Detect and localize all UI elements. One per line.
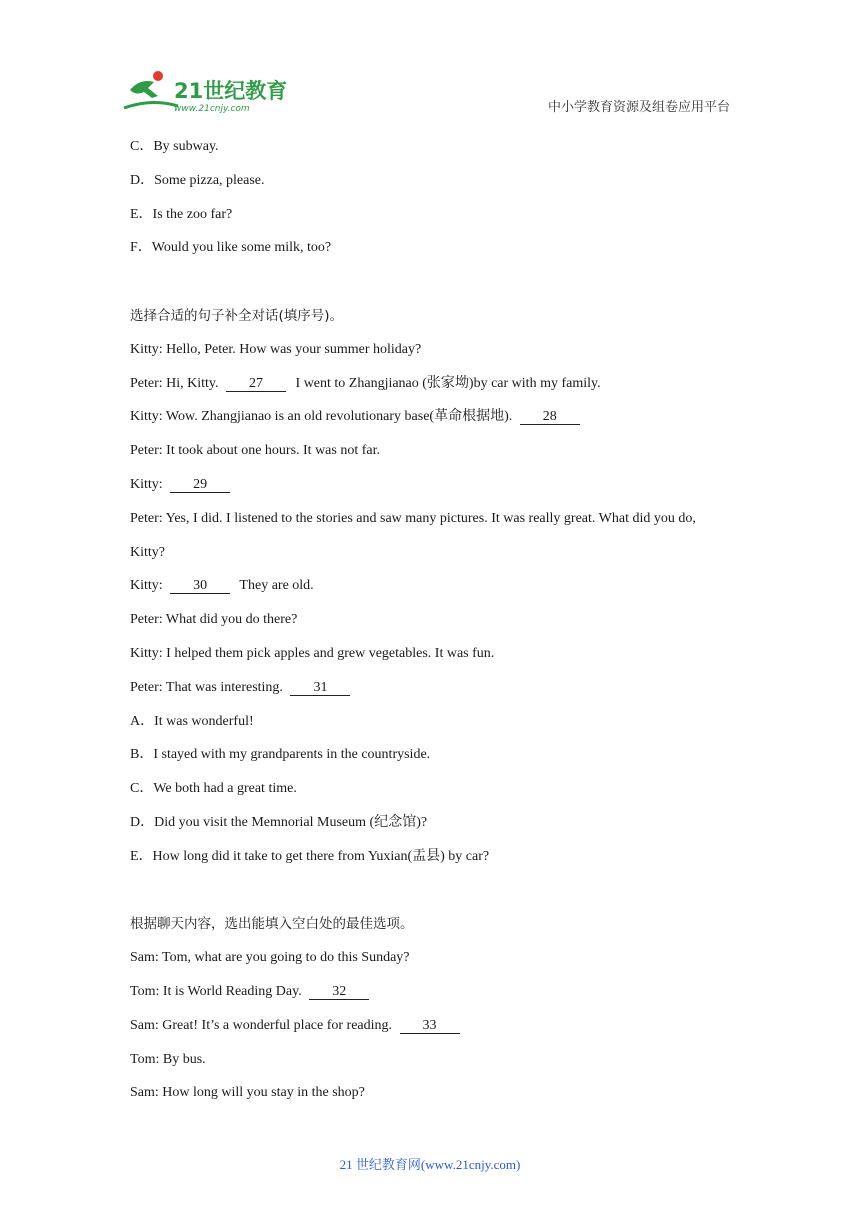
option-line: F．Would you like some milk, too?: [130, 240, 332, 256]
dialogue-line: Sam: Tom, what are you going to do this Sunday?: [130, 950, 410, 966]
site-logo: [122, 68, 292, 116]
dialogue-line: Sam: How long will you stay in the shop?: [130, 1085, 365, 1101]
logo-url: www.21cnjy.com: [174, 104, 250, 114]
option-line: D．Some pizza, please.: [130, 172, 265, 188]
dialogue-line: Tom: By bus.: [130, 1051, 206, 1067]
option-line: E．Is the zoo far?: [130, 206, 233, 222]
answer-blank-27[interactable]: 27: [226, 376, 286, 392]
page-footer[interactable]: 21 世纪教育网(www.21cnjy.com): [339, 1157, 521, 1172]
section2-instruction: 选择合适的句子补全对话(填序号)。: [130, 307, 344, 324]
answer-blank-32[interactable]: 32: [309, 984, 369, 1000]
option-line: C．By subway.: [130, 139, 219, 154]
dialogue-line: Kitty: Hello, Peter. How was your summer holiday?: [130, 341, 422, 357]
option-line: D．Did you visit the Memnorial Museum (纪念馆)?: [130, 814, 428, 830]
option-line: B．I stayed with my grandparents in the countryside.: [130, 747, 431, 763]
answer-blank-28[interactable]: 28: [520, 409, 580, 425]
option-line: A．It was wonderful!: [130, 713, 254, 729]
option-line: C．We both had a great time.: [130, 781, 297, 797]
document-body: [130, 137, 730, 1117]
platform-tagline: 中小学教育资源及组卷应用平台: [547, 100, 730, 115]
dialogue-text: Kitty:: [130, 476, 163, 492]
answer-blank-29[interactable]: 29: [170, 477, 230, 493]
section1-options: [130, 137, 730, 272]
dialogue-text: Peter: Hi, Kitty.: [130, 375, 219, 391]
dialogue-line: [130, 678, 730, 712]
dialogue-line: [130, 1016, 730, 1050]
dialogue-text: They are old.: [239, 578, 314, 594]
dialogue-text: Kitty: Wow. Zhangjianao is an old revolutionary base(革命根据地).: [130, 409, 513, 425]
answer-blank-30[interactable]: 30: [170, 578, 230, 594]
dialogue-line: [130, 374, 730, 408]
dialogue-line: Peter: Yes, I did. I listened to the stories and saw many pictures. It was really great. What did you do, Kitty?: [130, 510, 696, 560]
section3-instruction: 根据聊天内容，选出能填入空白处的最佳选项。: [130, 916, 414, 933]
option-line: E．How long did it take to get there from Yuxian(盂县) by car?: [130, 848, 490, 864]
dialogue-text: Tom: It is World Reading Day.: [130, 983, 302, 999]
dialogue-line: [130, 407, 730, 441]
dialogue-text: Peter: That was interesting.: [130, 679, 283, 695]
dialogue-line: Kitty: I helped them pick apples and grew vegetables. It was fun.: [130, 645, 495, 661]
answer-blank-33[interactable]: 33: [400, 1018, 460, 1034]
logo-text: 21世纪教育: [174, 79, 288, 103]
dialogue-line: Peter: It took about one hours. It was not far.: [130, 443, 381, 459]
answer-blank-31[interactable]: 31: [290, 680, 350, 696]
dialogue-text: Sam: Great! It’s a wonderful place for reading.: [130, 1017, 393, 1033]
dialogue-line: [130, 982, 730, 1016]
dialogue-line: Peter: What did you do there?: [130, 612, 298, 628]
dialogue-text: I went to Zhangjianao (张家坳)by car with my family.: [295, 375, 601, 391]
dialogue-text: Kitty:: [130, 578, 163, 594]
page-header: [0, 0, 860, 125]
dialogue-line: [130, 576, 730, 610]
